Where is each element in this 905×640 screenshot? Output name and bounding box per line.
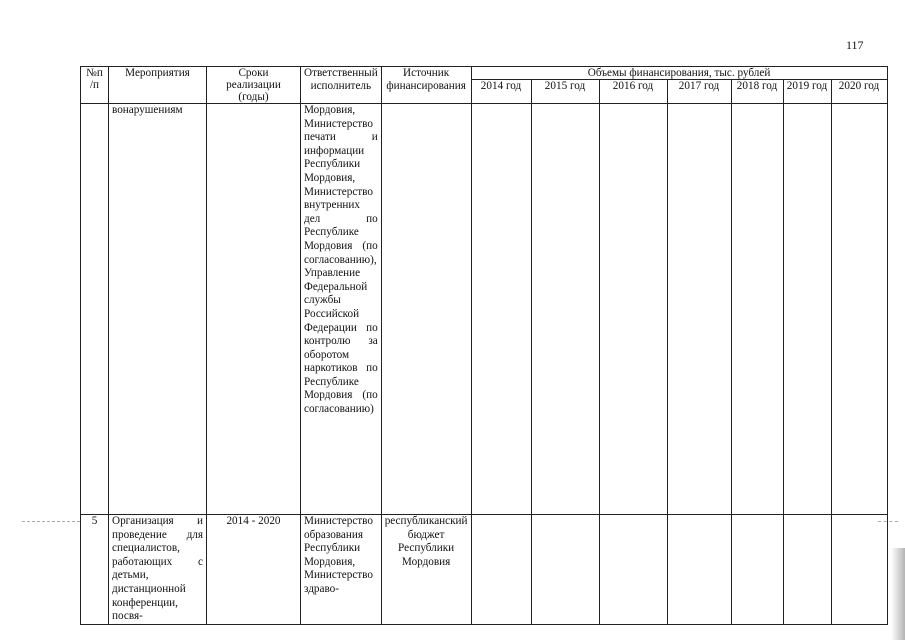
cell-value [471,104,531,515]
cell-value [531,104,599,515]
cell-value [731,515,783,625]
cell-num: 5 [81,515,109,625]
cell-value [831,515,887,625]
header-year: 2015 год [531,80,599,104]
header-year: 2017 год [667,80,731,104]
cell-value [831,104,887,515]
table-row [81,515,888,625]
cell-value [471,515,531,625]
cell-num [81,104,109,515]
header-year: 2016 год [599,80,667,104]
cell-value [667,104,731,515]
header-terms: Сроки реализации (годы) [207,67,301,104]
cell-terms [207,104,301,515]
cell-source [381,104,471,515]
cell-value [599,515,667,625]
header-year: 2018 год [731,80,783,104]
cell-event: вонарушениям [109,104,207,515]
funding-table [80,66,888,625]
header-events: Мероприятия [109,67,207,104]
header-year: 2014 год [471,80,531,104]
header-year: 2019 год [783,80,831,104]
header-funding: Объемы финансирования, тыс. рублей [471,67,887,80]
scan-edge-shadow [891,548,905,640]
cell-value [531,515,599,625]
table-row [81,104,888,515]
cell-source: республиканский бюджет Республики Мордовия [381,515,471,625]
header-year: 2020 год [831,80,887,104]
cell-event: Организация и проведение для специалистов, работающих с детьми, дистанционной конференции, посвя- [109,515,207,625]
cell-executor: Министерство образования Республики Мордовия, Министерство здраво- [301,515,382,625]
cell-value [599,104,667,515]
cell-value [667,515,731,625]
page-number: 117 [846,38,864,52]
cell-value [731,104,783,515]
scan-artifact-line [878,521,898,523]
cell-value [783,515,831,625]
cell-executor: Мордовия, Министерство печати и информации Республики Мордовия, Министерство внутренних дел по Республике Мордовия (по согласованию), Управление Федеральной службы Российской Федерации по контролю за оборотом наркотиков по Республике Мордовия (по согласованию) [301,104,382,515]
header-num: №п /п [81,67,109,104]
scan-artifact-line [22,521,80,523]
cell-terms: 2014 - 2020 [207,515,301,625]
header-executor: Ответственный исполнитель [301,67,382,104]
cell-value [783,104,831,515]
header-source: Источник финансирования [381,67,471,104]
